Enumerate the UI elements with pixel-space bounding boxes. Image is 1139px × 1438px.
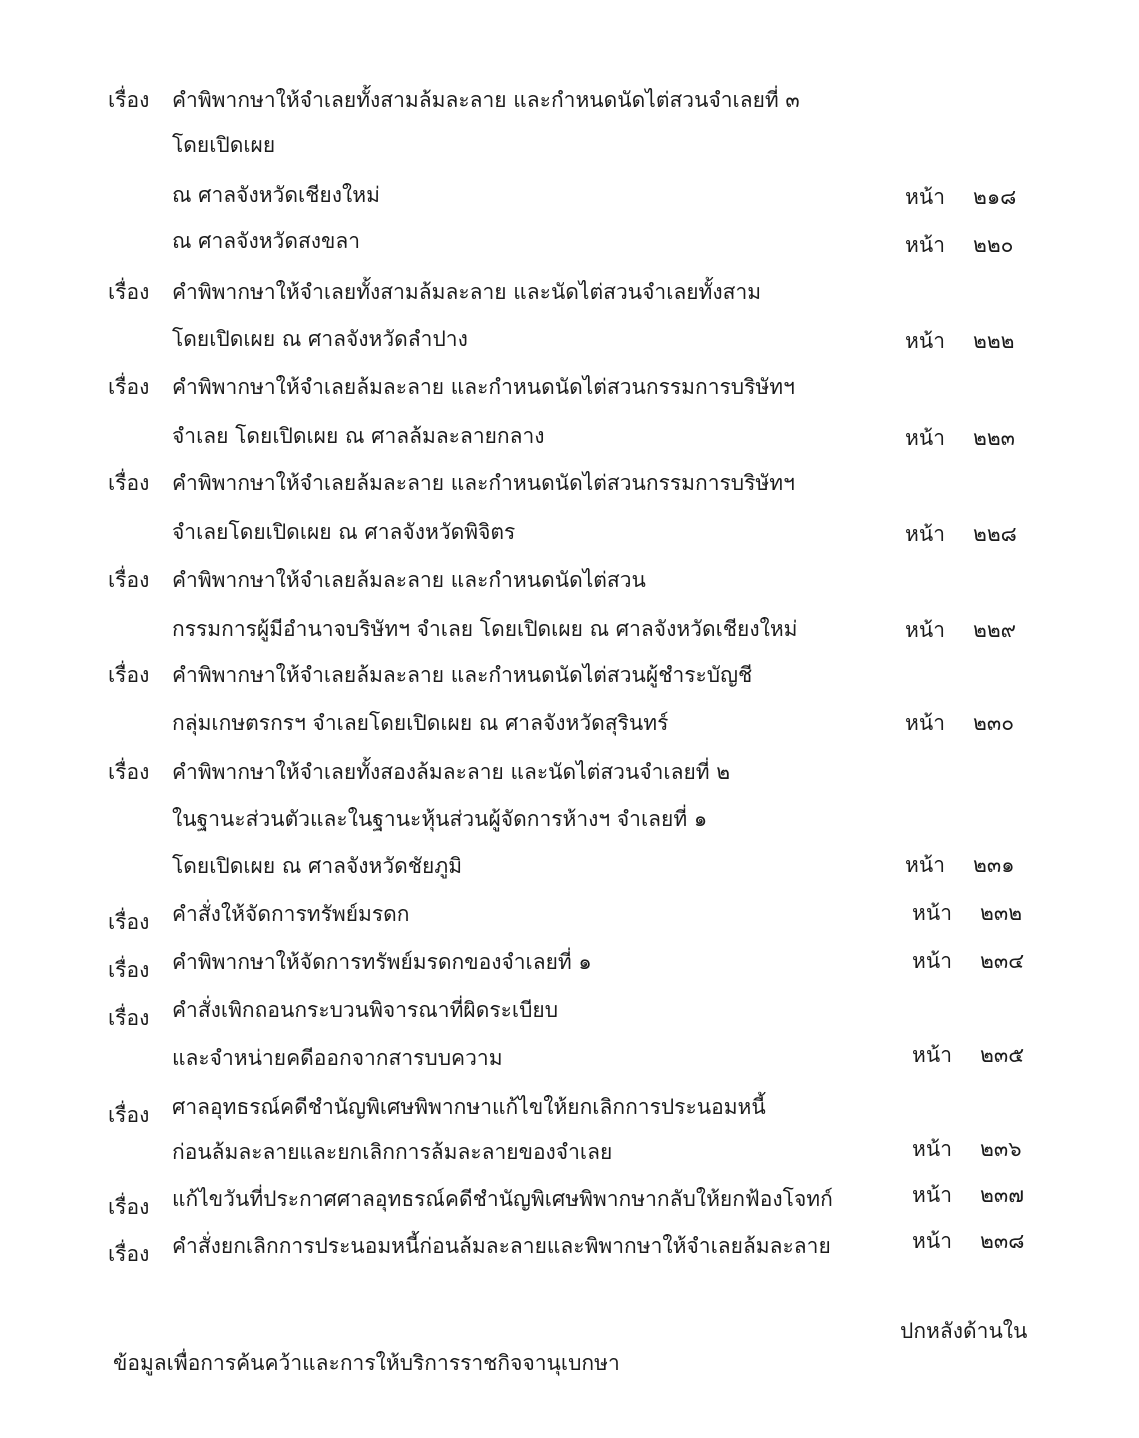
page-number: ๒๒๒ <box>973 329 1015 353</box>
entry-text: ในฐานะส่วนตัวและในฐานะหุ้นส่วนผู้จัดการห้างฯ จำเลยที่ ๑ <box>172 807 708 831</box>
entry-text: คำพิพากษาให้จัดการทรัพย์มรดกของจำเลยที่ ๑ <box>172 950 592 974</box>
entry-label: เรื่อง <box>108 1103 150 1127</box>
entry-label: เรื่อง <box>108 663 150 687</box>
entry-text: คำพิพากษาให้จำเลยทั้งสองล้มละลาย และนัดไต่สวนจำเลยที่ ๒ <box>172 760 731 784</box>
page-number: ๒๓๗ <box>980 1183 1024 1207</box>
entry-text: ก่อนล้มละลายและยกเลิกการล้มละลายของจำเลย <box>172 1140 613 1164</box>
entry-text: ณ ศาลจังหวัดสงขลา <box>172 229 361 253</box>
page-label: หน้า <box>912 1137 952 1161</box>
entry-label: เรื่อง <box>108 1195 150 1219</box>
page-number: ๒๑๘ <box>973 185 1017 209</box>
page-label: หน้า <box>905 329 945 353</box>
entry-text: กรรมการผู้มีอำนาจบริษัทฯ จำเลย โดยเปิดเผย ณ ศาลจังหวัดเชียงใหม่ <box>172 617 798 641</box>
entry-text: คำสั่งยกเลิกการประนอมหนี้ก่อนล้มละลายและพิพากษาให้จำเลยล้มละลาย <box>172 1234 831 1258</box>
page-number: ๒๓๑ <box>973 853 1015 877</box>
entry-text: คำพิพากษาให้จำเลยทั้งสามล้มละลาย และกำหนดนัดไต่สวนจำเลยที่ ๓ <box>172 88 800 112</box>
entry-text: คำพิพากษาให้จำเลยล้มละลาย และกำหนดนัดไต่สวน <box>172 568 646 592</box>
entry-label: เรื่อง <box>108 280 150 304</box>
page-label: หน้า <box>905 233 945 257</box>
page-label: หน้า <box>905 522 945 546</box>
entry-label: เรื่อง <box>108 375 150 399</box>
entry-text: โดยเปิดเผย ณ ศาลจังหวัดชัยภูมิ <box>172 854 463 878</box>
entry-label: เรื่อง <box>108 568 150 592</box>
page-number: ๒๓๔ <box>980 949 1025 973</box>
page-number: ๒๓๐ <box>973 711 1015 735</box>
entry-text: โดยเปิดเผย <box>172 133 276 157</box>
entry-text: กลุ่มเกษตรกรฯ จำเลยโดยเปิดเผย ณ ศาลจังหวัดสุรินทร์ <box>172 711 669 735</box>
entry-text: โดยเปิดเผย ณ ศาลจังหวัดลำปาง <box>172 327 468 351</box>
entry-text: ศาลอุทธรณ์คดีชำนัญพิเศษพิพากษาแก้ไขให้ยกเลิกการประนอมหนี้ <box>172 1095 766 1119</box>
entry-text: ณ ศาลจังหวัดเชียงใหม่ <box>172 183 380 207</box>
page-number: ๒๓๘ <box>980 1229 1025 1253</box>
page-label: หน้า <box>912 901 952 925</box>
entry-text: คำสั่งเพิกถอนกระบวนพิจารณาที่ผิดระเบียบ <box>172 998 559 1022</box>
page-number: ๒๒๐ <box>973 233 1014 257</box>
page-label: หน้า <box>905 185 945 209</box>
page-label: หน้า <box>912 1183 952 1207</box>
page-label: หน้า <box>912 949 952 973</box>
page-number: ๒๓๒ <box>980 901 1023 925</box>
footer-note: ข้อมูลเพื่อการค้นคว้าและการให้บริการราชกิจจานุเบกษา <box>113 1351 620 1375</box>
entry-text: คำสั่งให้จัดการทรัพย์มรดก <box>172 902 410 926</box>
entry-text: และจำหน่ายคดีออกจากสารบบความ <box>172 1046 503 1070</box>
page-label: หน้า <box>912 1229 952 1253</box>
entry-label: เรื่อง <box>108 760 150 784</box>
entry-text: คำพิพากษาให้จำเลยล้มละลาย และกำหนดนัดไต่สวนกรรมการบริษัทฯ <box>172 375 795 399</box>
page-label: หน้า <box>905 711 945 735</box>
back-cover-label: ปกหลังด้านใน <box>900 1319 1028 1343</box>
entry-text: จำเลย โดยเปิดเผย ณ ศาลล้มละลายกลาง <box>172 424 545 448</box>
entry-text: คำพิพากษาให้จำเลยล้มละลาย และกำหนดนัดไต่สวนกรรมการบริษัทฯ <box>172 471 795 495</box>
entry-text: คำพิพากษาให้จำเลยล้มละลาย และกำหนดนัดไต่สวนผู้ชำระบัญชี <box>172 663 753 687</box>
entry-text: จำเลยโดยเปิดเผย ณ ศาลจังหวัดพิจิตร <box>172 520 516 544</box>
entry-text: แก้ไขวันที่ประกาศศาลอุทธรณ์คดีชำนัญพิเศษพิพากษากลับให้ยกฟ้องโจทก์ <box>172 1187 833 1211</box>
entry-label: เรื่อง <box>108 958 150 982</box>
page-number: ๒๓๖ <box>980 1137 1022 1161</box>
page-number: ๒๒๙ <box>973 618 1017 642</box>
entry-label: เรื่อง <box>108 1006 150 1030</box>
page-label: หน้า <box>905 426 945 450</box>
entry-label: เรื่อง <box>108 471 150 495</box>
entry-label: เรื่อง <box>108 910 150 934</box>
entry-label: เรื่อง <box>108 1242 150 1266</box>
page-label: หน้า <box>905 618 945 642</box>
page-number: ๒๓๕ <box>980 1043 1025 1067</box>
entry-text: คำพิพากษาให้จำเลยทั้งสามล้มละลาย และนัดไต่สวนจำเลยทั้งสาม <box>172 280 762 304</box>
entry-label: เรื่อง <box>108 88 150 112</box>
page-label: หน้า <box>905 853 945 877</box>
page-label: หน้า <box>912 1043 952 1067</box>
page-number: ๒๒๘ <box>973 522 1017 546</box>
page-number: ๒๒๓ <box>973 426 1016 450</box>
